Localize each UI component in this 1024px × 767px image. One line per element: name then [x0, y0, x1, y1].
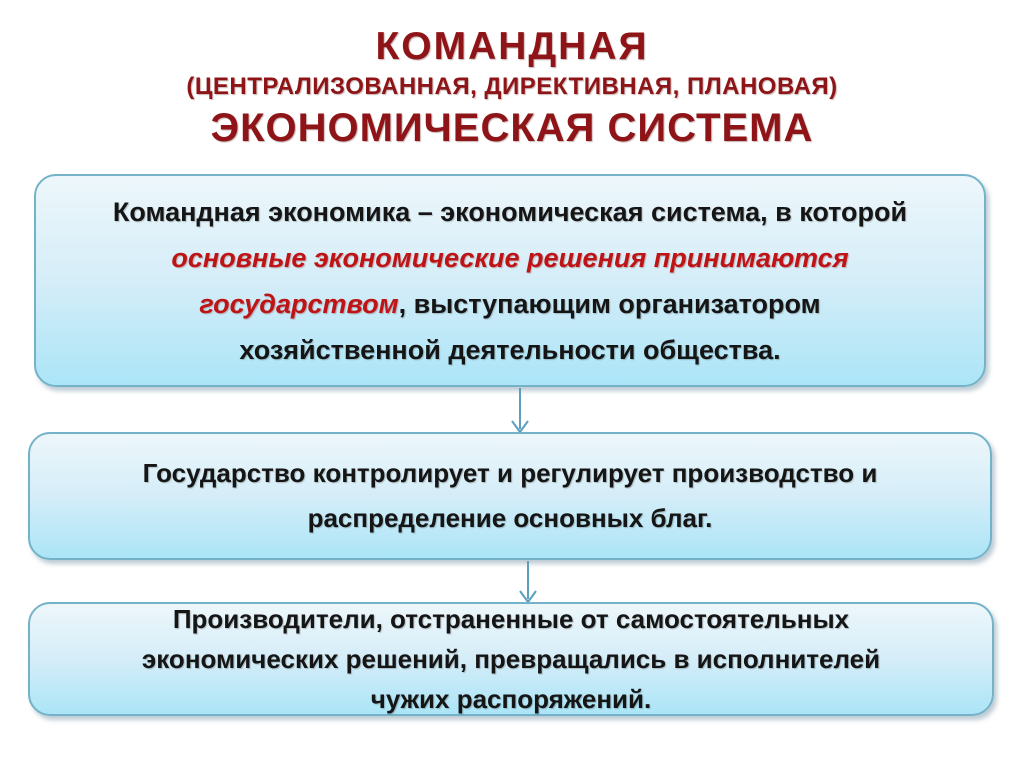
- slide-title: [0, 24, 1024, 153]
- title-line-3: ЭКОНОМИЧЕСКАЯ СИСТЕМА: [210, 106, 814, 150]
- definition-line-2-red: основные экономические решения принимаются: [171, 242, 849, 273]
- producers-box: [28, 602, 994, 716]
- state-line-2: распределение основных благ.: [307, 503, 713, 533]
- definition-line-1: Командная экономика – экономическая система, в которой: [112, 196, 908, 227]
- definition-line-3-rest: , выступающим организатором: [398, 288, 821, 319]
- definition-line-4: хозяйственной деятельности общества.: [239, 334, 781, 365]
- title-line-2: (ЦЕНТРАЛИЗОВАННАЯ, ДИРЕКТИВНАЯ, ПЛАНОВАЯ): [186, 73, 838, 100]
- title-line-1: КОМАНДНАЯ: [375, 25, 649, 68]
- down-arrow-icon: [516, 561, 540, 603]
- definition-line-3: [36, 281, 984, 327]
- state-control-box: [28, 432, 992, 560]
- state-line-1: Государство контролирует и регулирует производство и: [142, 458, 878, 488]
- definition-box: [34, 174, 986, 387]
- producers-line-1: Производители, отстраненные от самостоятельных: [172, 604, 850, 634]
- producers-line-3: чужих распоряжений.: [370, 684, 652, 714]
- definition-line-3-red-term: государством: [199, 288, 399, 319]
- producers-line-2: экономических решений, превращались в исполнителей: [141, 644, 881, 674]
- down-arrow-icon: [508, 388, 532, 433]
